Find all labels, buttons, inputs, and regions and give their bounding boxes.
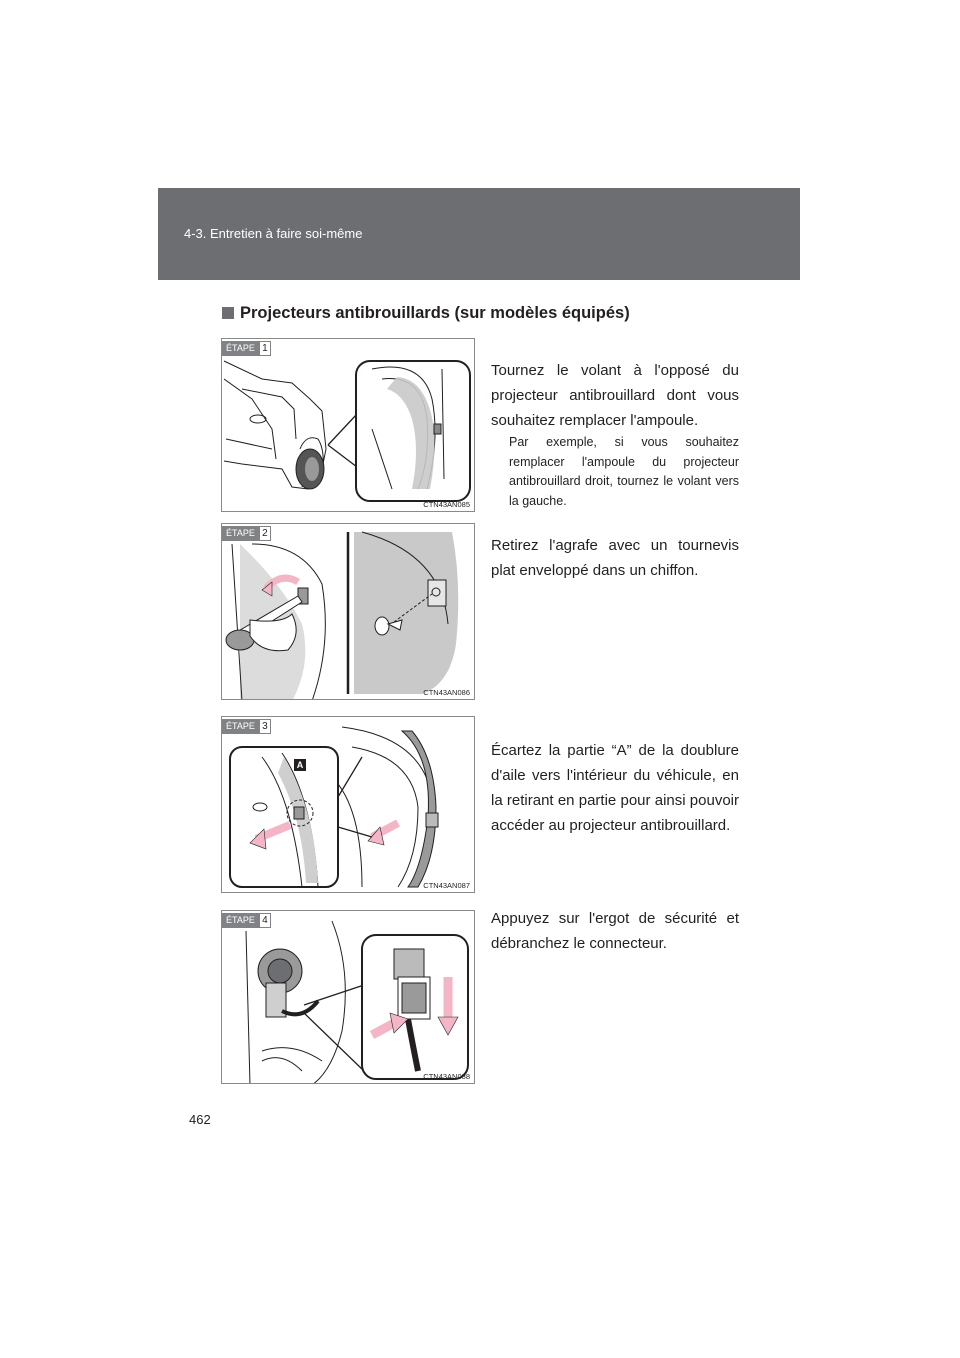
figure-code: CTN43AN088 — [423, 1072, 470, 1081]
step-1-text: Tournez le volant à l'opposé du projecteur antibrouillard dont vous souhaitez remplacer l'ampoule. — [491, 362, 739, 429]
step-word: ÉTAPE — [222, 913, 259, 928]
step-number: 4 — [259, 913, 271, 928]
step-4-figure — [221, 910, 475, 1084]
square-bullet-icon — [222, 307, 234, 319]
step-word: ÉTAPE — [222, 341, 259, 356]
page-header — [158, 188, 800, 280]
step-2-label — [222, 526, 271, 541]
step-number: 3 — [259, 719, 271, 734]
page-number: 462 — [189, 1112, 211, 1127]
step-1-figure — [221, 338, 475, 512]
step-2-text: Retirez l'agrafe avec un tournevis plat enveloppé dans un chiffon. — [491, 537, 739, 579]
step-1-label — [222, 341, 271, 356]
figure-code: CTN43AN085 — [423, 500, 470, 509]
figure-code: CTN43AN086 — [423, 688, 470, 697]
step-word: ÉTAPE — [222, 526, 259, 541]
step-word: ÉTAPE — [222, 719, 259, 734]
fender-liner-illustration — [222, 717, 475, 893]
clip-removal-illustration — [222, 524, 475, 700]
figure-code: CTN43AN087 — [423, 881, 470, 890]
step-4-text: Appuyez sur l'ergot de sécurité et débranchez le connecteur. — [491, 910, 739, 952]
step-number: 2 — [259, 526, 271, 541]
step-3-text: Écartez la partie “A” de la doublure d'aile vers l'intérieur du véhicule, en la retirant en partie pour ainsi pouvoir accéder au projecteur antibrouillard. — [491, 742, 739, 834]
section-breadcrumb: 4-3. Entretien à faire soi-même — [184, 226, 363, 241]
step-4-label — [222, 913, 271, 928]
callout-a: A — [296, 760, 304, 770]
step-number: 1 — [259, 341, 271, 356]
step-1-note: Par exemple, si vous souhaitez remplacer l'ampoule du projecteur antibrouillard droit, tournez le volant vers la gauche. — [509, 435, 739, 508]
connector-illustration — [222, 911, 475, 1084]
step-3-figure — [221, 716, 475, 893]
step-2-figure — [221, 523, 475, 700]
car-wheel-illustration — [222, 339, 475, 512]
section-title — [222, 304, 630, 323]
step-3-label — [222, 719, 271, 734]
section-title-text: Projecteurs antibrouillards (sur modèles équipés) — [240, 304, 630, 322]
